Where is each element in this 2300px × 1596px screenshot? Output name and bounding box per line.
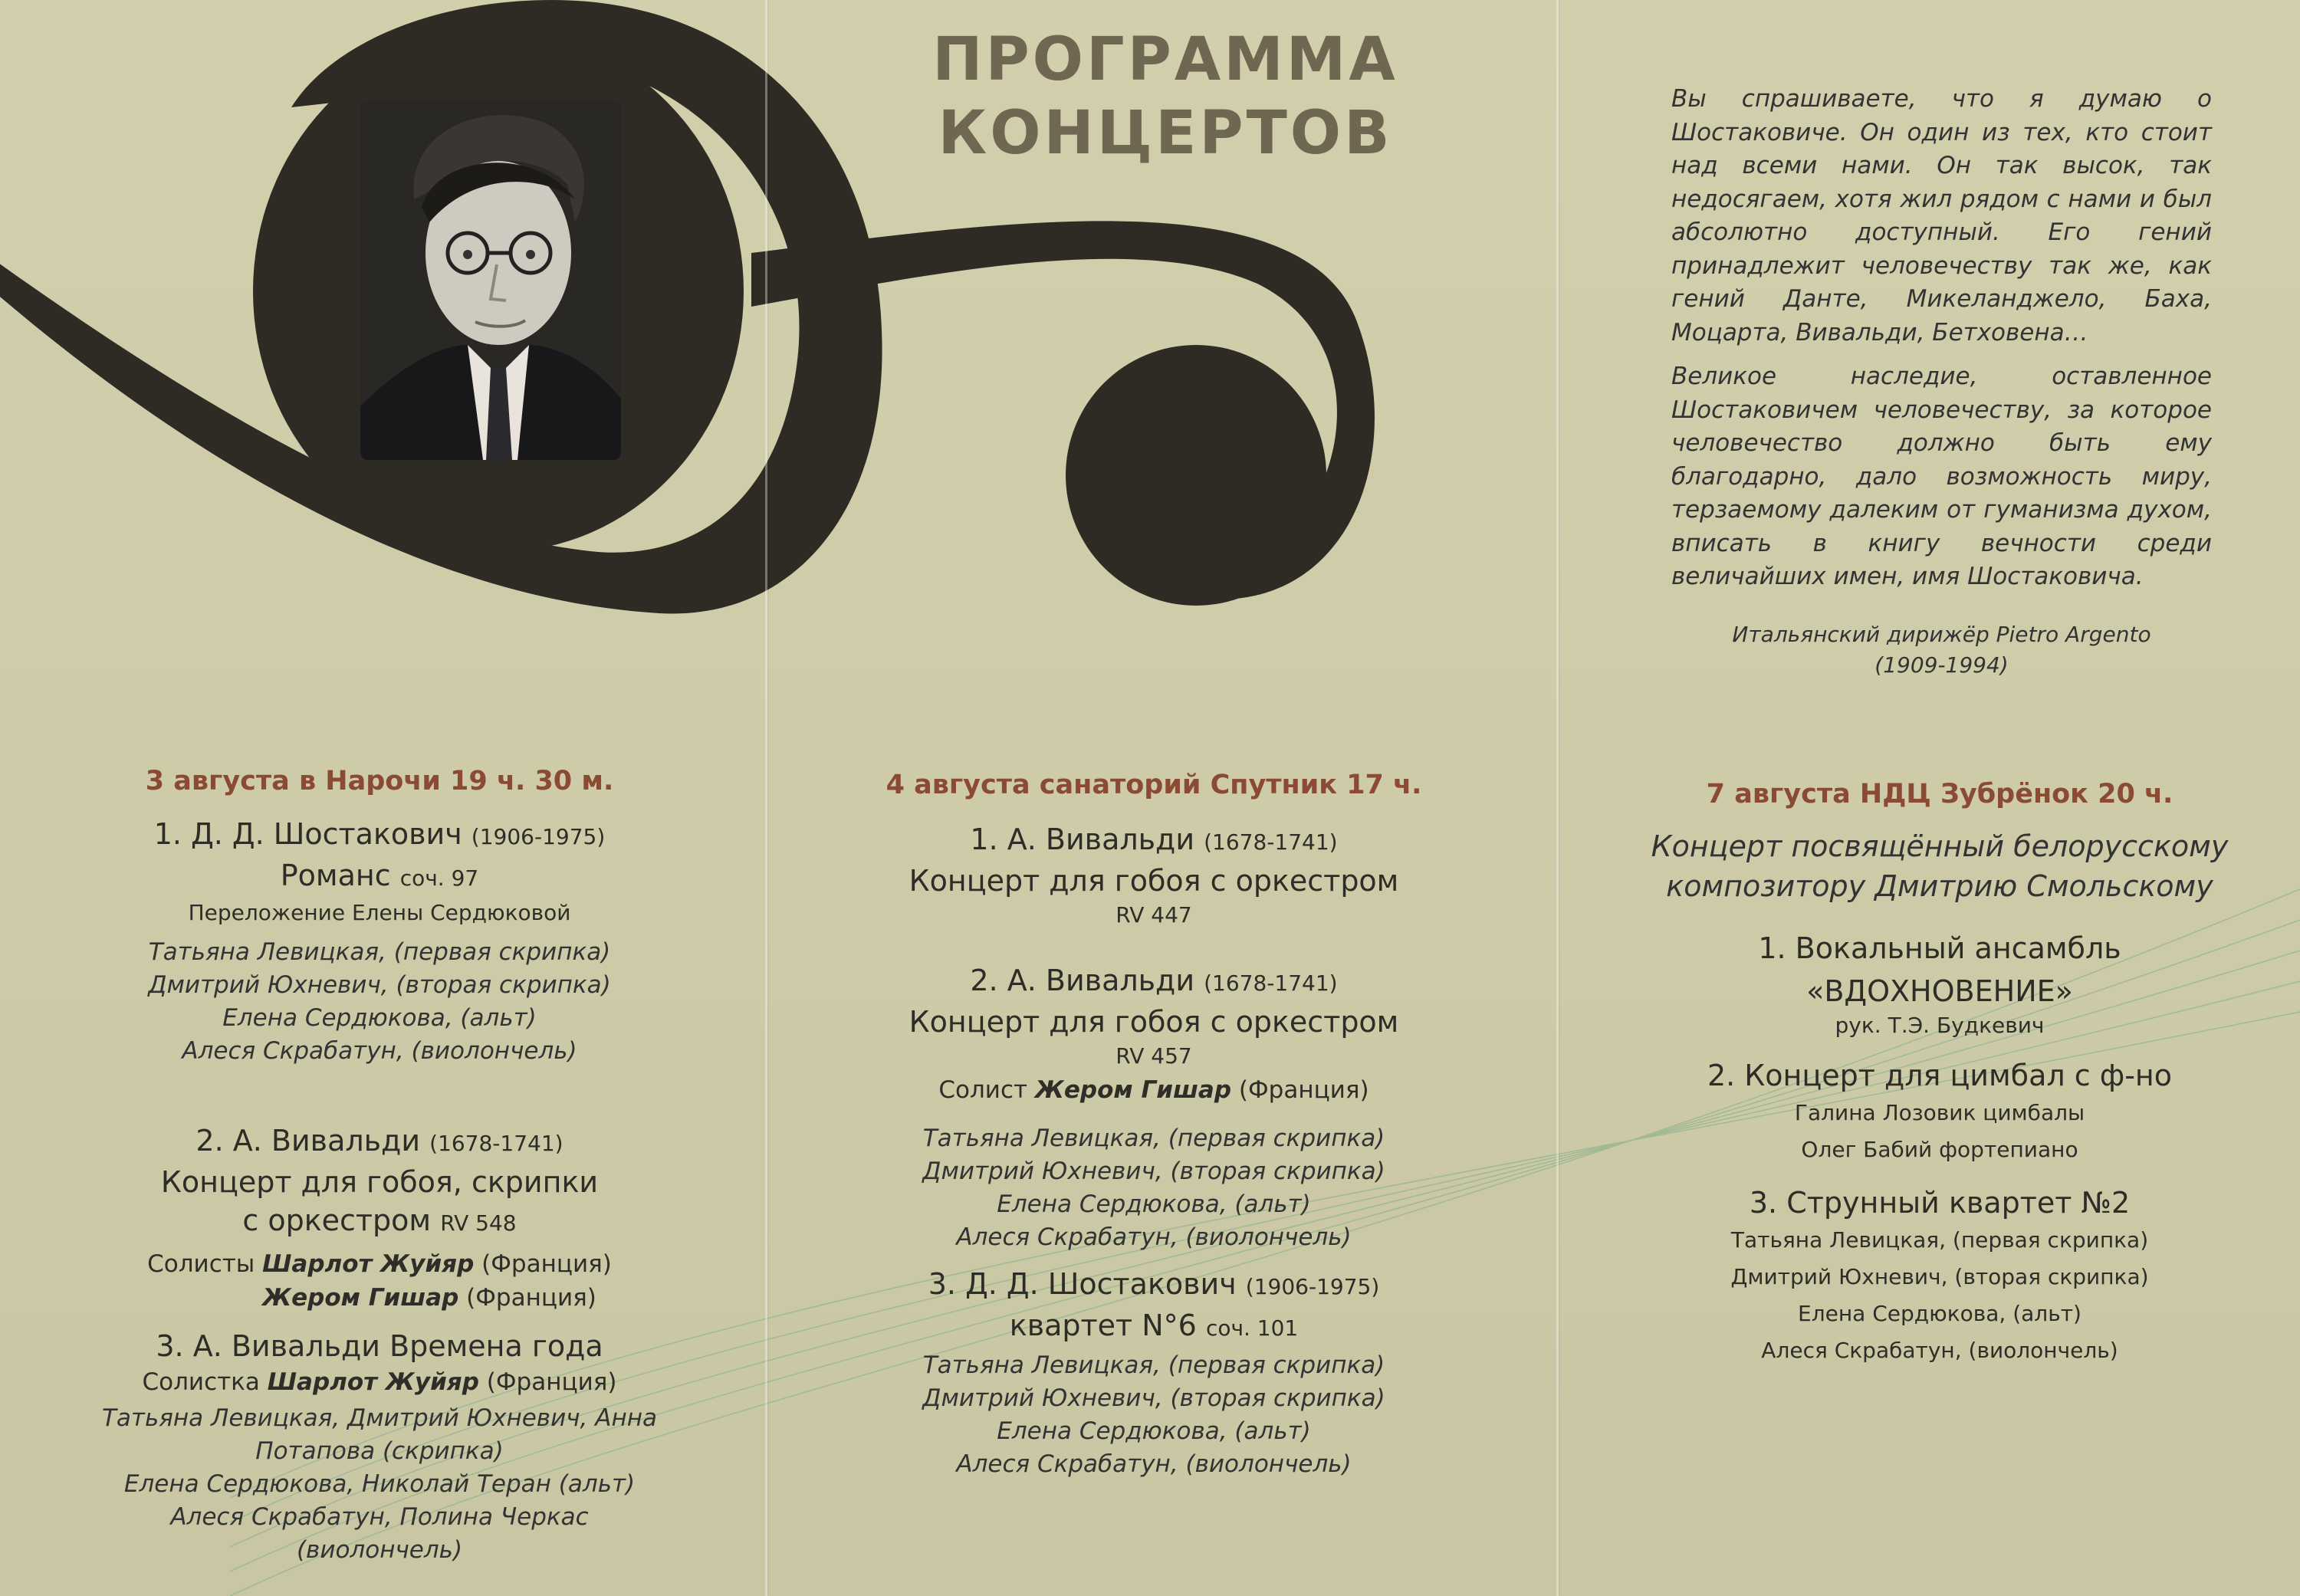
quote-signature: [1671, 619, 2212, 681]
title-line-1: ПРОГРАММА: [932, 25, 1398, 94]
item-rv: RV 447: [1116, 902, 1192, 928]
item-rv: RV 548: [440, 1210, 517, 1236]
performer: Татьяна Левицкая, (первая скрипка): [922, 1351, 1385, 1379]
soloist-name: Жером Гишар: [1034, 1076, 1232, 1104]
performer: Дмитрий Юхневич, (вторая скрипка): [922, 1384, 1385, 1412]
program-item: [77, 815, 682, 1068]
concert-column-2: [851, 767, 1457, 1481]
program-item: [77, 1121, 682, 1315]
item-dates: (1906-1975): [471, 824, 606, 849]
item-dates: (1678-1741): [1204, 970, 1338, 996]
item-title: 1. А. Вивальди: [970, 823, 1195, 856]
item-dates: (1678-1741): [429, 1131, 564, 1156]
performer: Татьяна Левицкая, (первая скрипка): [148, 938, 611, 966]
item-title: 3. Струнный квартет №2: [1749, 1186, 2131, 1220]
quote-paragraph-2: Великое наследие, оставленное Шостаковичем человечеству, за которое человечество должно быть ему благодарно, дало возможность миру, терзаемому далеким от гуманизма духом, вписать в книгу вечности среди величайших имен, имя Шостаковича.: [1671, 363, 2212, 590]
item-title: 2. А. Вивальди: [196, 1124, 421, 1158]
performer: Елена Сердюкова, Николай Теран (альт): [123, 1470, 636, 1498]
item-opus: соч. 101: [1205, 1315, 1299, 1341]
soloist-label: Солист: [938, 1076, 1028, 1104]
quote-author: Итальянский дирижёр Pietro Argento: [1732, 622, 2151, 647]
fold-line-2: [1556, 0, 1559, 1596]
performer: Олег Бабий фортепиано: [1801, 1137, 2078, 1162]
program-item: [851, 1265, 1457, 1481]
concert-3-heading: 7 августа НДЦ Зубрёнок 20 ч.: [1706, 779, 2174, 809]
quote-block: [1671, 83, 2212, 605]
performer: Потапова (скрипка): [255, 1437, 504, 1465]
soloist-name: Шарлот Жуйяр: [262, 1250, 475, 1278]
program-title: [889, 23, 1441, 170]
quote-years: (1909-1994): [1875, 652, 2009, 678]
performer: Дмитрий Юхневич, (вторая скрипка): [148, 971, 611, 999]
program-item: [1641, 929, 2239, 1041]
item-work: квартет N°6: [1009, 1309, 1197, 1342]
performer: Алеся Скрабатун, (виолончель): [956, 1223, 1352, 1251]
item-title: 1. Вокальный ансамбль: [1758, 931, 2121, 965]
fold-line-1: [765, 0, 767, 1596]
program-item: [1641, 1056, 2239, 1168]
item-arrangement: Переложение Елены Сердюковой: [188, 900, 571, 925]
item-title: 2. Концерт для цимбал с ф-но: [1707, 1059, 2173, 1092]
item-dates: (1678-1741): [1204, 829, 1338, 855]
performer: Елена Сердюкова, (альт): [1798, 1301, 2082, 1326]
item-work: Концерт для гобоя с оркестром: [909, 864, 1399, 898]
item-rv: RV 457: [1116, 1043, 1192, 1069]
program-item: [1641, 1184, 2239, 1369]
performer: Татьяна Левицкая, (первая скрипка): [1730, 1227, 2149, 1253]
performer: Алеся Скрабатун, (виолончель): [956, 1450, 1352, 1478]
program-item: [851, 961, 1457, 1254]
program-item: [851, 820, 1457, 931]
ensemble-name: «ВДОХНОВЕНИЕ»: [1806, 974, 2073, 1008]
concert-subtitle-line-1: Концерт посвящённый белорусскому: [1651, 829, 2229, 863]
item-work: Романс: [280, 859, 391, 892]
item-title: 2. А. Вивальди: [970, 964, 1195, 997]
item-opus: соч. 97: [399, 865, 479, 891]
item-work: Концерт для гобоя с оркестром: [909, 1005, 1399, 1039]
performer: Дмитрий Юхневич, (вторая скрипка): [922, 1158, 1385, 1185]
item-title: 3. А. Вивальди Времена года: [156, 1329, 603, 1363]
performer: Елена Сердюкова, (альт): [222, 1004, 537, 1032]
item-work: Концерт для гобоя, скрипки: [160, 1165, 599, 1199]
concert-2-heading: 4 августа санаторий Спутник 17 ч.: [886, 770, 1422, 800]
soloists-label: Солисты: [147, 1250, 255, 1278]
title-line-2: КОНЦЕРТОВ: [938, 99, 1393, 168]
quote-paragraph-1: Вы спрашиваете, что я думаю о Шостаковиче. Он один из тех, кто стоит над всеми нами. Он так высок, так недосягаем, хотя жил рядом с нами и был абсолютно доступный. Его гений принадлежит человечеству так же, как гений Данте, Микеланджело, Баха, Моцарта, Вивальди, Бетховена…: [1671, 85, 2212, 346]
performer: Татьяна Левицкая, Дмитрий Юхневич, Анна: [102, 1404, 657, 1432]
concert-1-heading: 3 августа в Нарочи 19 ч. 30 м.: [145, 766, 614, 796]
item-title: 1. Д. Д. Шостакович: [153, 817, 462, 851]
ensemble-leader: рук. Т.Э. Будкевич: [1835, 1013, 2045, 1038]
item-dates: (1906-1975): [1245, 1274, 1380, 1299]
soloist-country: (Франция): [481, 1250, 612, 1278]
item-title: 3. Д. Д. Шостакович: [928, 1267, 1237, 1301]
soloist-label: Солистка: [142, 1368, 260, 1396]
concert-column-3: [1641, 776, 2239, 1369]
performer: Алеся Скрабатун, (виолончель): [1761, 1338, 2118, 1363]
performer: Татьяна Левицкая, (первая скрипка): [922, 1125, 1385, 1152]
performer: Елена Сердюкова, (альт): [997, 1417, 1311, 1445]
program-item: [77, 1327, 682, 1567]
performer: Елена Сердюкова, (альт): [997, 1190, 1311, 1218]
performer: Галина Лозовик цимбалы: [1794, 1100, 2085, 1125]
soloist-name: Жером Гишар: [262, 1284, 459, 1312]
concert-subtitle-line-2: композитору Дмитрию Смольскому: [1666, 869, 2213, 903]
soloist-country: (Франция): [466, 1284, 596, 1312]
performer: Алеся Скрабатун, (виолончель): [182, 1037, 577, 1065]
performer: Алеся Скрабатун, Полина Черкас: [170, 1503, 589, 1531]
performer: Дмитрий Юхневич, (вторая скрипка): [1730, 1264, 2149, 1289]
shostakovich-portrait: [360, 100, 621, 460]
soloist-country: (Франция): [486, 1368, 617, 1396]
soloist-country: (Франция): [1238, 1076, 1369, 1104]
concert-column-1: [77, 763, 682, 1567]
soloist-name: Шарлот Жуйяр: [267, 1368, 479, 1396]
item-work-cont: с оркестром: [242, 1204, 432, 1237]
performer: (виолончель): [296, 1536, 463, 1564]
